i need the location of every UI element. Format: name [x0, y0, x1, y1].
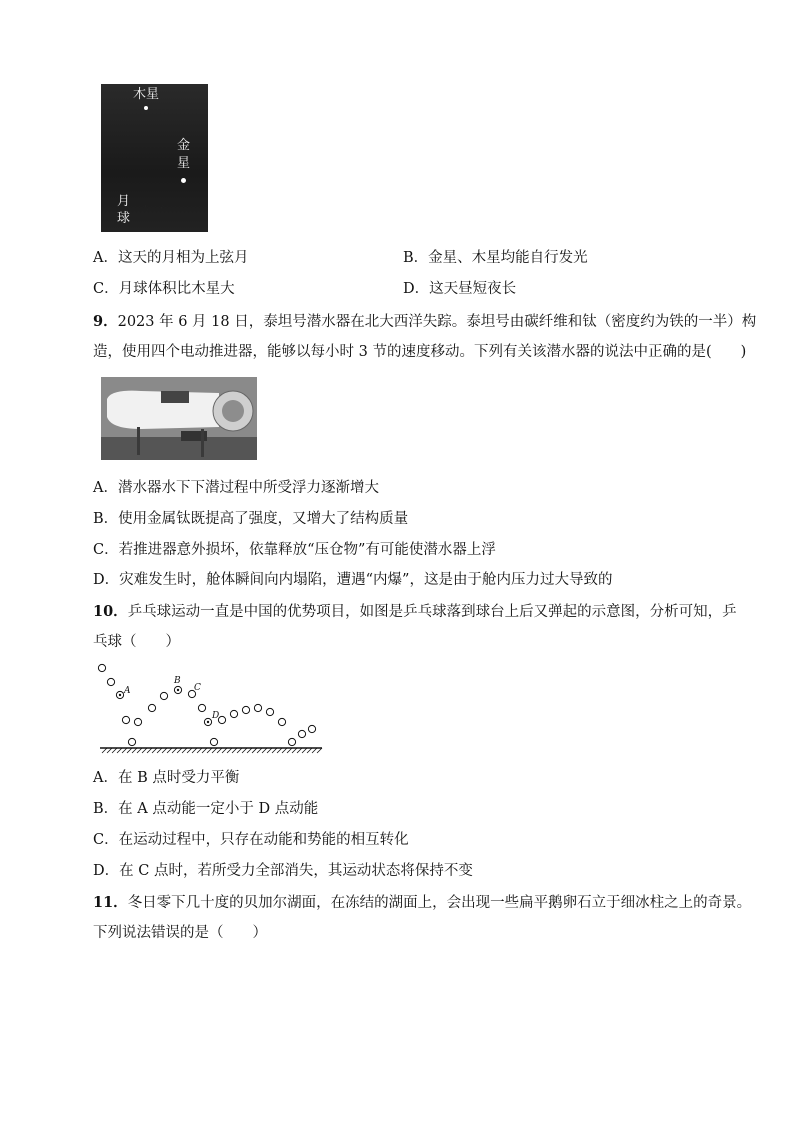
ball-position — [134, 718, 141, 725]
hatch-stroke — [132, 748, 137, 753]
q10-option-b: B．在 A 点动能一定小于 D 点动能 — [93, 801, 319, 817]
ball-position — [242, 706, 249, 713]
q10-stem-text1: 乒乓球运动一直是中国的优势项目，如图是乒乓球落到球台上后又弹起的示意图，分析可知，乒 — [127, 604, 737, 620]
q8-option-d: D．这天昼短夜长 — [403, 281, 517, 297]
hatch-stroke — [267, 748, 272, 753]
q11-stem-line1 — [93, 893, 751, 913]
q9-stem-line2: 造，使用四个电动推进器，能够以每小时 3 节的速度移动。下列有关该潜水器的说法中正确的是( ) — [93, 344, 747, 360]
hatch-stroke — [302, 748, 307, 753]
ball-position — [254, 704, 261, 711]
ball-position — [148, 704, 155, 711]
hatch-stroke — [252, 748, 257, 753]
ball-position — [107, 678, 114, 685]
q11-number: 11． — [93, 894, 128, 911]
ball-position — [210, 738, 217, 745]
hatch-stroke — [117, 748, 122, 753]
hatch-stroke — [227, 748, 232, 753]
ball-position — [128, 738, 135, 745]
hatch-stroke — [272, 748, 277, 753]
hatch-stroke — [212, 748, 217, 753]
ball-position — [308, 725, 315, 732]
venus-label-top: 金 — [177, 138, 191, 153]
hatch-stroke — [102, 748, 107, 753]
q10-option-a: A．在 B 点时受力平衡 — [93, 770, 240, 786]
hatch-stroke — [222, 748, 227, 753]
hatch-stroke — [202, 748, 207, 753]
moon-label-bottom: 球 — [117, 211, 131, 226]
submersible-illustration — [101, 377, 257, 460]
hatch-stroke — [162, 748, 167, 753]
hatch-stroke — [167, 748, 172, 753]
hatch-stroke — [292, 748, 297, 753]
q10-option-d: D．在 C 点时，若所受力全部消失，其运动状态将保持不变 — [93, 863, 473, 879]
ball-position — [278, 718, 285, 725]
ball-position — [288, 738, 295, 745]
hatch-stroke — [297, 748, 302, 753]
q10-number: 10． — [93, 603, 128, 620]
q10-option-c: C．在运动过程中，只存在动能和势能的相互转化 — [93, 832, 409, 848]
ball-position — [218, 716, 225, 723]
jupiter-label: 木星 — [133, 87, 160, 102]
q9-option-c: C．若推进器意外损坏，依靠释放“压仓物”有可能使潜水器上浮 — [93, 542, 496, 558]
crescent-moon-icon — [141, 194, 165, 218]
q8-option-c: C．月球体积比木星大 — [93, 281, 235, 297]
hatch-stroke — [177, 748, 182, 753]
hatch-stroke — [277, 748, 282, 753]
hatch-stroke — [232, 748, 237, 753]
label-d: D — [212, 711, 220, 721]
label-a: A — [124, 686, 131, 696]
ball-position — [298, 730, 305, 737]
q9-option-a: A．潜水器水下下潜过程中所受浮力逐渐增大 — [93, 480, 379, 496]
ball-position — [160, 692, 167, 699]
hatch-stroke — [237, 748, 242, 753]
q9-stem-text1: 2023 年 6 月 18 日，泰坦号潜水器在北大西洋失踪。泰坦号由碳纤维和钛（密度约为铁的一半）构 — [117, 314, 757, 330]
label-c: C — [194, 683, 201, 693]
hatch-stroke — [242, 748, 247, 753]
ping-pong-bounce-diagram — [96, 660, 326, 755]
hatch-stroke — [107, 748, 112, 753]
q10-stem-line1 — [93, 602, 737, 622]
ball-position — [198, 704, 205, 711]
table-hatching — [102, 748, 322, 753]
q11-stem-text1: 冬日零下几十度的贝加尔湖面，在冻结的湖面上，会出现一些扁平鹅卵石立于细冰柱之上的奇景。 — [127, 895, 752, 911]
hatch-stroke — [312, 748, 317, 753]
hatch-stroke — [122, 748, 127, 753]
hatch-stroke — [187, 748, 192, 753]
hatch-stroke — [287, 748, 292, 753]
hatch-stroke — [127, 748, 132, 753]
venus-label-bottom: 星 — [177, 156, 191, 171]
hatch-stroke — [172, 748, 177, 753]
hatch-stroke — [182, 748, 187, 753]
hatch-stroke — [262, 748, 267, 753]
q8-option-b: B．金星、木星均能自行发光 — [403, 250, 588, 266]
ball-position — [230, 710, 237, 717]
hatch-stroke — [152, 748, 157, 753]
hatch-stroke — [197, 748, 202, 753]
moon-label-top: 月 — [117, 194, 131, 209]
venus-dot — [181, 178, 186, 183]
hatch-stroke — [157, 748, 162, 753]
ball-position — [122, 716, 129, 723]
hatch-stroke — [207, 748, 212, 753]
hatch-stroke — [137, 748, 142, 753]
hatch-stroke — [112, 748, 117, 753]
q11-stem-line2: 下列说法错误的是（ ） — [93, 925, 267, 941]
hatch-stroke — [142, 748, 147, 753]
q10-stem-line2: 乓球（ ） — [93, 634, 180, 650]
ball-position — [266, 708, 273, 715]
q9-option-b: B．使用金属钛既提高了强度，又增大了结构质量 — [93, 511, 409, 527]
hatch-stroke — [307, 748, 312, 753]
hatch-stroke — [257, 748, 262, 753]
q8-option-a: A．这天的月相为上弦月 — [93, 250, 249, 266]
q9-option-d: D．灾难发生时，舱体瞬间向内塌陷，遭遇“内爆”，这是由于舱内压力过大导致的 — [93, 572, 613, 588]
hatch-stroke — [192, 748, 197, 753]
hatch-stroke — [217, 748, 222, 753]
q9-stem-line1 — [93, 312, 756, 332]
hatch-stroke — [282, 748, 287, 753]
night-sky-photo — [101, 84, 208, 232]
ball-position — [98, 664, 105, 671]
hatch-stroke — [247, 748, 252, 753]
hatch-stroke — [317, 748, 322, 753]
hatch-stroke — [147, 748, 152, 753]
q9-number: 9． — [93, 313, 118, 330]
label-b: B — [174, 676, 181, 686]
submersible-photo — [101, 377, 257, 460]
jupiter-dot — [144, 106, 148, 110]
